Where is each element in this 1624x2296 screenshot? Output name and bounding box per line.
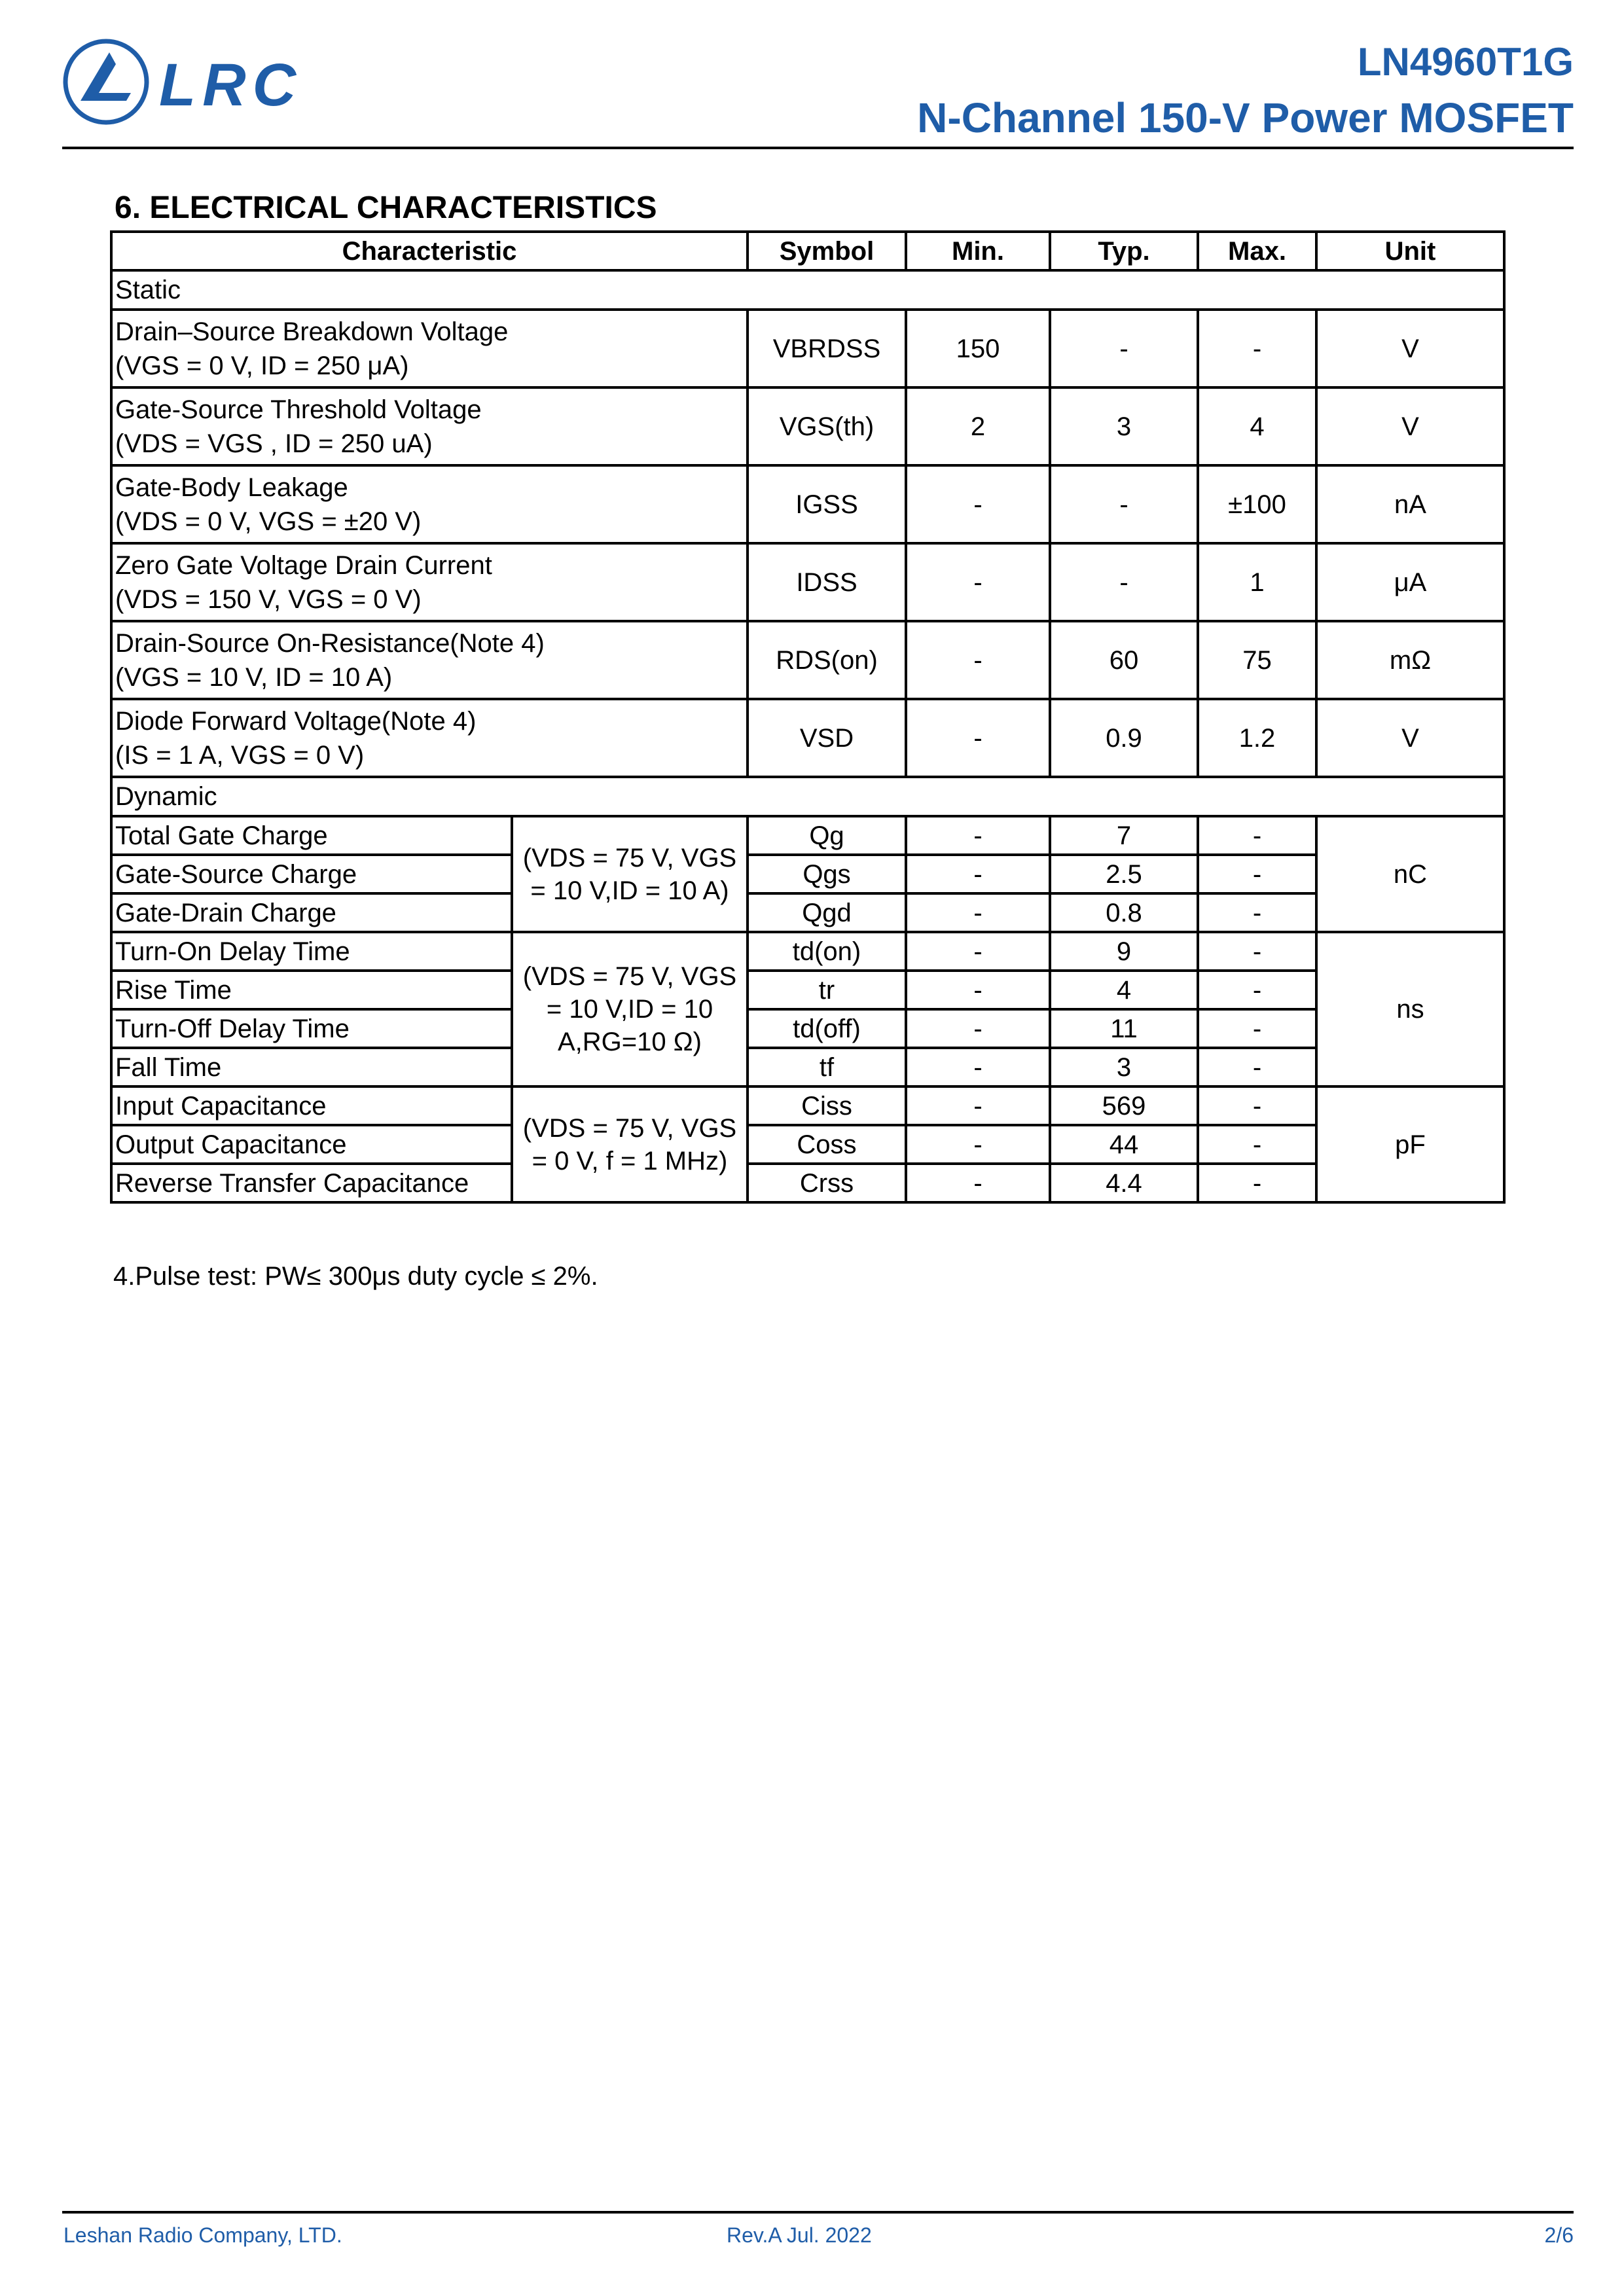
symbol-cell: Qgs	[748, 855, 906, 893]
logo-text: LRC	[159, 52, 303, 118]
table-row	[111, 699, 1504, 777]
min-cell: -	[906, 816, 1050, 855]
footer-page-number: 2/6	[1544, 2223, 1574, 2247]
table-row	[111, 1164, 1504, 1202]
min-cell: -	[906, 465, 1050, 543]
characteristic-name: Input Capacitance	[111, 1086, 512, 1125]
max-cell: 75	[1198, 621, 1316, 699]
symbol-cell: VBRDSS	[748, 310, 906, 387]
table-row	[111, 932, 1504, 971]
typ-cell: -	[1050, 543, 1198, 621]
min-cell: -	[906, 699, 1050, 777]
unit-cell: nA	[1316, 465, 1504, 543]
min-cell: -	[906, 621, 1050, 699]
symbol-cell: IGSS	[748, 465, 906, 543]
typ-cell: 3	[1050, 1048, 1198, 1086]
max-cell: -	[1198, 855, 1316, 893]
typ-cell: 3	[1050, 387, 1198, 465]
characteristic-name: Total Gate Charge	[111, 816, 512, 855]
characteristic-name: Gate-Drain Charge	[111, 893, 512, 932]
footer-revision: Rev.A Jul. 2022	[727, 2223, 872, 2247]
typ-cell: 0.8	[1050, 893, 1198, 932]
symbol-cell: Coss	[748, 1125, 906, 1164]
table-row	[111, 621, 1504, 699]
characteristic-name: Reverse Transfer Capacitance	[111, 1164, 512, 1202]
max-cell: -	[1198, 1009, 1316, 1048]
table-header-row	[111, 232, 1504, 270]
max-cell: -	[1198, 1164, 1316, 1202]
min-cell: -	[906, 1164, 1050, 1202]
max-cell: ±100	[1198, 465, 1316, 543]
part-number: LN4960T1G	[1357, 40, 1574, 84]
characteristic-name: Turn-On Delay Time	[111, 932, 512, 971]
symbol-cell: IDSS	[748, 543, 906, 621]
typ-cell: 60	[1050, 621, 1198, 699]
footer-divider	[62, 2211, 1574, 2214]
unit-cell: pF	[1316, 1086, 1504, 1202]
header-divider	[62, 147, 1574, 149]
footer-company: Leshan Radio Company, LTD.	[63, 2223, 342, 2247]
col-header-characteristic: Characteristic	[111, 232, 748, 270]
symbol-cell: Qg	[748, 816, 906, 855]
static-label: Static	[111, 270, 1504, 310]
max-cell: -	[1198, 1125, 1316, 1164]
symbol-cell: tr	[748, 971, 906, 1009]
min-cell: -	[906, 855, 1050, 893]
symbol-cell: RDS(on)	[748, 621, 906, 699]
section-title: 6. ELECTRICAL CHARACTERISTICS	[115, 190, 657, 225]
unit-cell: V	[1316, 387, 1504, 465]
table-row	[111, 893, 1504, 932]
document-title: N-Channel 150-V Power MOSFET	[917, 94, 1574, 141]
max-cell: 1.2	[1198, 699, 1316, 777]
unit-cell: μA	[1316, 543, 1504, 621]
dynamic-label: Dynamic	[111, 777, 1504, 816]
characteristic-condition: (IS = 1 A, VGS = 0 V)	[115, 740, 365, 770]
col-header-min: Min.	[906, 232, 1050, 270]
symbol-cell: td(on)	[748, 932, 906, 971]
min-cell: 150	[906, 310, 1050, 387]
unit-cell: mΩ	[1316, 621, 1504, 699]
min-cell: 2	[906, 387, 1050, 465]
table-row	[111, 543, 1504, 621]
typ-cell: 4	[1050, 971, 1198, 1009]
typ-cell: 44	[1050, 1125, 1198, 1164]
min-cell: -	[906, 1009, 1050, 1048]
characteristic-name: Zero Gate Voltage Drain Current	[115, 550, 492, 580]
col-header-typ: Typ.	[1050, 232, 1198, 270]
unit-cell: ns	[1316, 932, 1504, 1086]
min-cell: -	[906, 543, 1050, 621]
table-row	[111, 1125, 1504, 1164]
characteristic-name: Drain-Source On-Resistance(Note 4)	[115, 628, 545, 658]
static-section-row	[111, 270, 1504, 310]
characteristic-name: Output Capacitance	[111, 1125, 512, 1164]
symbol-cell: td(off)	[748, 1009, 906, 1048]
min-cell: -	[906, 932, 1050, 971]
characteristic-condition: (VGS = 0 V, ID = 250 μA)	[115, 351, 409, 380]
table-row	[111, 1086, 1504, 1125]
table-row	[111, 816, 1504, 855]
table-row	[111, 465, 1504, 543]
footnote: 4.Pulse test: PW≤ 300μs duty cycle ≤ 2%.	[113, 1262, 598, 1291]
table-row	[111, 855, 1504, 893]
characteristic-condition: (VDS = 150 V, VGS = 0 V)	[115, 584, 422, 614]
max-cell: -	[1198, 932, 1316, 971]
col-header-max: Max.	[1198, 232, 1316, 270]
typ-cell: 7	[1050, 816, 1198, 855]
symbol-cell: Crss	[748, 1164, 906, 1202]
max-cell: -	[1198, 893, 1316, 932]
characteristic-condition: (VDS = VGS , ID = 250 uA)	[115, 429, 433, 458]
symbol-cell: tf	[748, 1048, 906, 1086]
typ-cell: 2.5	[1050, 855, 1198, 893]
unit-cell: V	[1316, 699, 1504, 777]
typ-cell: 11	[1050, 1009, 1198, 1048]
characteristic-name: Gate-Source Threshold Voltage	[115, 395, 482, 424]
symbol-cell: VGS(th)	[748, 387, 906, 465]
test-condition: (VDS = 75 V, VGS = 10 V,ID = 10 A,RG=10 Ω)	[512, 932, 748, 1086]
min-cell: -	[906, 1125, 1050, 1164]
typ-cell: 9	[1050, 932, 1198, 971]
electrical-characteristics-table	[110, 230, 1506, 1204]
typ-cell: -	[1050, 465, 1198, 543]
table-row	[111, 310, 1504, 387]
logo-circle-icon	[65, 41, 147, 122]
max-cell: -	[1198, 1048, 1316, 1086]
test-condition: (VDS = 75 V, VGS = 10 V,ID = 10 A)	[512, 816, 748, 932]
lrc-logo	[62, 38, 324, 126]
table-row	[111, 1009, 1504, 1048]
symbol-cell: Qgd	[748, 893, 906, 932]
characteristic-name: Diode Forward Voltage(Note 4)	[115, 706, 477, 736]
characteristic-name: Gate-Body Leakage	[115, 473, 348, 502]
max-cell: -	[1198, 310, 1316, 387]
max-cell: -	[1198, 971, 1316, 1009]
typ-cell: -	[1050, 310, 1198, 387]
symbol-cell: VSD	[748, 699, 906, 777]
unit-cell: nC	[1316, 816, 1504, 932]
table-row	[111, 971, 1504, 1009]
min-cell: -	[906, 893, 1050, 932]
col-header-symbol: Symbol	[748, 232, 906, 270]
max-cell: 1	[1198, 543, 1316, 621]
characteristic-name: Fall Time	[111, 1048, 512, 1086]
typ-cell: 569	[1050, 1086, 1198, 1125]
max-cell: -	[1198, 816, 1316, 855]
min-cell: -	[906, 1048, 1050, 1086]
characteristic-name: Rise Time	[111, 971, 512, 1009]
max-cell: 4	[1198, 387, 1316, 465]
symbol-cell: Ciss	[748, 1086, 906, 1125]
dynamic-section-row	[111, 777, 1504, 816]
typ-cell: 4.4	[1050, 1164, 1198, 1202]
table-row	[111, 387, 1504, 465]
characteristic-name: Turn-Off Delay Time	[111, 1009, 512, 1048]
characteristic-name: Drain–Source Breakdown Voltage	[115, 317, 509, 346]
header-title-block	[917, 36, 1574, 147]
characteristic-name: Gate-Source Charge	[111, 855, 512, 893]
min-cell: -	[906, 971, 1050, 1009]
characteristic-condition: (VGS = 10 V, ID = 10 A)	[115, 662, 393, 692]
typ-cell: 0.9	[1050, 699, 1198, 777]
min-cell: -	[906, 1086, 1050, 1125]
max-cell: -	[1198, 1086, 1316, 1125]
unit-cell: V	[1316, 310, 1504, 387]
logo-mark-icon	[81, 52, 131, 101]
col-header-unit: Unit	[1316, 232, 1504, 270]
test-condition: (VDS = 75 V, VGS = 0 V, f = 1 MHz)	[512, 1086, 748, 1202]
characteristic-condition: (VDS = 0 V, VGS = ±20 V)	[115, 507, 422, 536]
table-row	[111, 1048, 1504, 1086]
